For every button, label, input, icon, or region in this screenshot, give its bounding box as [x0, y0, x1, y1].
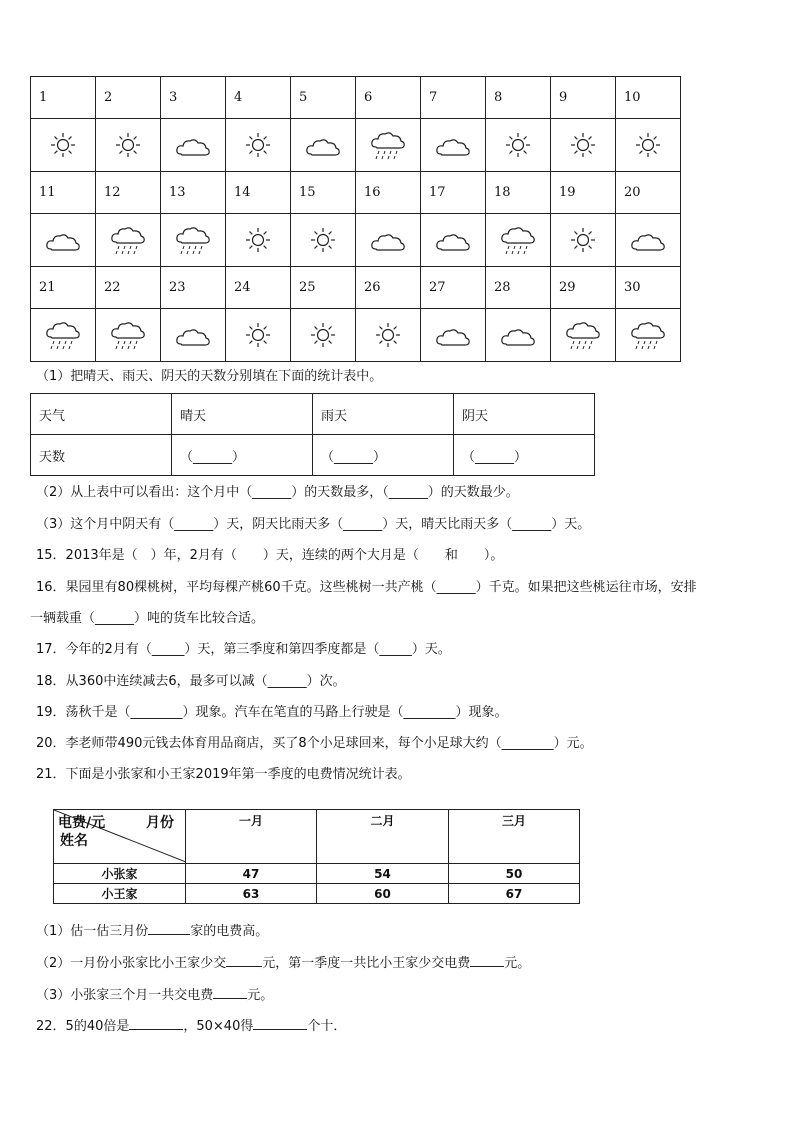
calendar-date-row — [31, 267, 681, 309]
answer-blank — [213, 984, 247, 999]
calendar-date-cell: 12 — [96, 172, 161, 214]
calendar-weather-cell — [551, 214, 616, 267]
rain-icon — [616, 319, 680, 351]
sun-icon — [551, 226, 615, 254]
calendar-date-row — [31, 77, 681, 119]
q22-text-b: ，50×40得 — [183, 1019, 254, 1034]
cloud-icon — [31, 227, 95, 253]
cloud-icon — [161, 132, 225, 158]
calendar-weather-cell — [161, 119, 226, 172]
rain-icon — [96, 224, 160, 256]
zhang-mar-value: 50 — [449, 864, 580, 884]
calendar-date-cell: 9 — [551, 77, 616, 119]
calendar-weather-cell — [616, 119, 681, 172]
electricity-fee-table — [53, 809, 580, 904]
rain-icon — [161, 224, 225, 256]
wang-jan-value: 63 — [186, 884, 317, 904]
calendar-date-row — [31, 172, 681, 214]
calendar-date-cell: 6 — [356, 77, 421, 119]
calendar-date-cell: 30 — [616, 267, 681, 309]
stats-row-label: 天数 — [31, 435, 172, 476]
calendar-date-cell: 4 — [226, 77, 291, 119]
calendar-date-cell: 1 — [31, 77, 96, 119]
calendar-date-cell: 29 — [551, 267, 616, 309]
sun-icon — [486, 131, 550, 159]
cloud-icon — [421, 132, 485, 158]
answer-blank — [470, 952, 504, 967]
calendar-weather-cell — [291, 119, 356, 172]
calendar-weather-cell — [421, 309, 486, 362]
corner-month-label: 月份 — [146, 815, 174, 831]
calendar-weather-row — [31, 119, 681, 172]
rain-icon — [31, 319, 95, 351]
question-14-part-3: （3）这个月中阴天有（______）天，阴天比雨天多（______）天，晴天比雨天多（______）天。 — [36, 517, 591, 532]
cloud-icon — [486, 322, 550, 348]
calendar-date-cell: 26 — [356, 267, 421, 309]
question-15: 15．2013年是（ ）年，2月有（ ）天，连续的两个大月是（ 和 ）。 — [36, 548, 504, 563]
sun-icon — [356, 321, 420, 349]
zhang-jan-value: 47 — [186, 864, 317, 884]
cloud-icon — [616, 227, 680, 253]
calendar-date-cell: 24 — [226, 267, 291, 309]
calendar-weather-cell — [551, 309, 616, 362]
calendar-weather-cell — [616, 309, 681, 362]
sun-icon — [31, 131, 95, 159]
calendar-weather-cell — [96, 214, 161, 267]
calendar-date-cell: 18 — [486, 172, 551, 214]
question-17: 17．今年的2月有（_____）天，第三季度和第四季度都是（_____）天。 — [36, 642, 451, 657]
calendar-date-cell: 7 — [421, 77, 486, 119]
calendar-date-cell: 11 — [31, 172, 96, 214]
calendar-date-cell: 3 — [161, 77, 226, 119]
q22-text-c: 个十． — [307, 1019, 347, 1034]
question-18: 18．从360中连续减去6，最多可以减（______）次。 — [36, 674, 346, 689]
question-21-part-1 — [36, 920, 268, 942]
question-21-part-3 — [36, 984, 273, 1006]
question-16-line-1: 16．果园里有80棵桃树，平均每棵产桃60千克。这些桃树一共产桃（______）千克。如果把这些桃运往市场，安排 — [36, 580, 697, 595]
calendar-date-cell: 27 — [421, 267, 486, 309]
calendar-weather-cell — [486, 119, 551, 172]
weather-stats-table — [30, 393, 595, 476]
q21-p2-text-a: （2）一月份小张家比小王家少交 — [36, 956, 227, 971]
calendar-weather-row — [31, 214, 681, 267]
calendar-date-cell: 19 — [551, 172, 616, 214]
sun-icon — [96, 131, 160, 159]
q21-p2-text-c: 元。 — [504, 956, 531, 971]
zhang-feb-value: 54 — [317, 864, 449, 884]
calendar-weather-cell — [486, 214, 551, 267]
table-corner-cell — [54, 810, 186, 864]
calendar-date-cell: 21 — [31, 267, 96, 309]
cloud-icon — [356, 227, 420, 253]
calendar-date-cell: 20 — [616, 172, 681, 214]
calendar-date-cell: 13 — [161, 172, 226, 214]
calendar-weather-cell — [161, 309, 226, 362]
calendar-weather-cell — [356, 309, 421, 362]
question-21: 21．下面是小张家和小王家2019年第一季度的电费情况统计表。 — [36, 767, 411, 782]
stats-blank-sunny: （______） — [172, 435, 313, 476]
rain-icon — [486, 224, 550, 256]
calendar-date-cell: 10 — [616, 77, 681, 119]
calendar-date-cell: 16 — [356, 172, 421, 214]
row-name-wang: 小王家 — [54, 884, 186, 904]
calendar-weather-cell — [96, 119, 161, 172]
calendar-date-cell: 14 — [226, 172, 291, 214]
q22-text-a: 22．5的40倍是 — [36, 1019, 130, 1034]
q21-p3-text-a: （3）小张家三个月一共交电费 — [36, 988, 214, 1003]
rain-icon — [551, 319, 615, 351]
calendar-weather-cell — [421, 119, 486, 172]
calendar-date-cell: 28 — [486, 267, 551, 309]
answer-blank — [129, 1015, 183, 1030]
calendar-date-cell: 8 — [486, 77, 551, 119]
calendar-date-cell: 5 — [291, 77, 356, 119]
calendar-weather-cell — [551, 119, 616, 172]
calendar-date-cell: 2 — [96, 77, 161, 119]
question-22 — [36, 1015, 346, 1037]
wang-mar-value: 67 — [449, 884, 580, 904]
sun-icon — [551, 131, 615, 159]
wang-feb-value: 60 — [317, 884, 449, 904]
stats-header-sunny: 晴天 — [172, 394, 313, 435]
month-header-2: 二月 — [317, 810, 449, 864]
calendar-date-cell: 17 — [421, 172, 486, 214]
question-20: 20．李老师带490元钱去体育用品商店，买了8个小足球回来，每个小足球大约（________）元。 — [36, 736, 593, 751]
sun-icon — [226, 226, 290, 254]
sun-icon — [291, 321, 355, 349]
weather-calendar — [30, 76, 681, 362]
cloud-icon — [291, 132, 355, 158]
calendar-weather-cell — [31, 309, 96, 362]
corner-fee-label: 电费/元 — [58, 815, 106, 831]
cloud-icon — [161, 322, 225, 348]
rain-icon — [356, 129, 420, 161]
answer-blank — [148, 920, 190, 935]
q21-p2-text-b: 元，第一季度一共比小王家少交电费 — [262, 956, 471, 971]
calendar-weather-cell — [31, 119, 96, 172]
calendar-date-cell: 15 — [291, 172, 356, 214]
calendar-weather-cell — [421, 214, 486, 267]
month-header-1: 一月 — [186, 810, 317, 864]
cloud-icon — [421, 322, 485, 348]
calendar-weather-cell — [226, 214, 291, 267]
calendar-weather-cell — [31, 214, 96, 267]
calendar-weather-cell — [356, 119, 421, 172]
stats-header-rainy: 雨天 — [313, 394, 454, 435]
sun-icon — [291, 226, 355, 254]
calendar-weather-cell — [616, 214, 681, 267]
q21-p1-text-a: （1）估一估三月份 — [36, 924, 149, 939]
calendar-weather-cell — [291, 214, 356, 267]
rain-icon — [96, 319, 160, 351]
stats-blank-rainy: （______） — [313, 435, 454, 476]
q21-p1-text-b: 家的电费高。 — [190, 924, 269, 939]
calendar-weather-cell — [96, 309, 161, 362]
stats-header-weather: 天气 — [31, 394, 172, 435]
answer-blank — [253, 1015, 307, 1030]
calendar-weather-cell — [291, 309, 356, 362]
calendar-weather-row — [31, 309, 681, 362]
calendar-weather-cell — [226, 309, 291, 362]
question-14-part-1: （1）把晴天、雨天、阴天的天数分别填在下面的统计表中。 — [36, 369, 383, 384]
calendar-weather-cell — [486, 309, 551, 362]
sun-icon — [226, 131, 290, 159]
sun-icon — [226, 321, 290, 349]
q21-p3-text-b: 元。 — [247, 988, 274, 1003]
question-14-part-2: （2）从上表中可以看出：这个月中（______）的天数最多，（______）的天数最少。 — [36, 485, 519, 500]
stats-blank-cloudy: （______） — [454, 435, 595, 476]
calendar-date-cell: 22 — [96, 267, 161, 309]
question-19: 19．荡秋千是（________）现象。汽车在笔直的马路上行驶是（________）现象。 — [36, 705, 508, 720]
calendar-weather-cell — [226, 119, 291, 172]
stats-header-cloudy: 阴天 — [454, 394, 595, 435]
question-21-part-2 — [36, 952, 530, 974]
corner-name-label: 姓名 — [60, 833, 88, 849]
calendar-weather-cell — [356, 214, 421, 267]
calendar-date-cell: 23 — [161, 267, 226, 309]
cloud-icon — [421, 227, 485, 253]
question-16-line-2: 一辆载重（______）吨的货车比较合适。 — [30, 611, 265, 626]
month-header-3: 三月 — [449, 810, 580, 864]
calendar-date-cell: 25 — [291, 267, 356, 309]
calendar-weather-cell — [161, 214, 226, 267]
answer-blank — [226, 952, 262, 967]
row-name-zhang: 小张家 — [54, 864, 186, 884]
sun-icon — [616, 131, 680, 159]
